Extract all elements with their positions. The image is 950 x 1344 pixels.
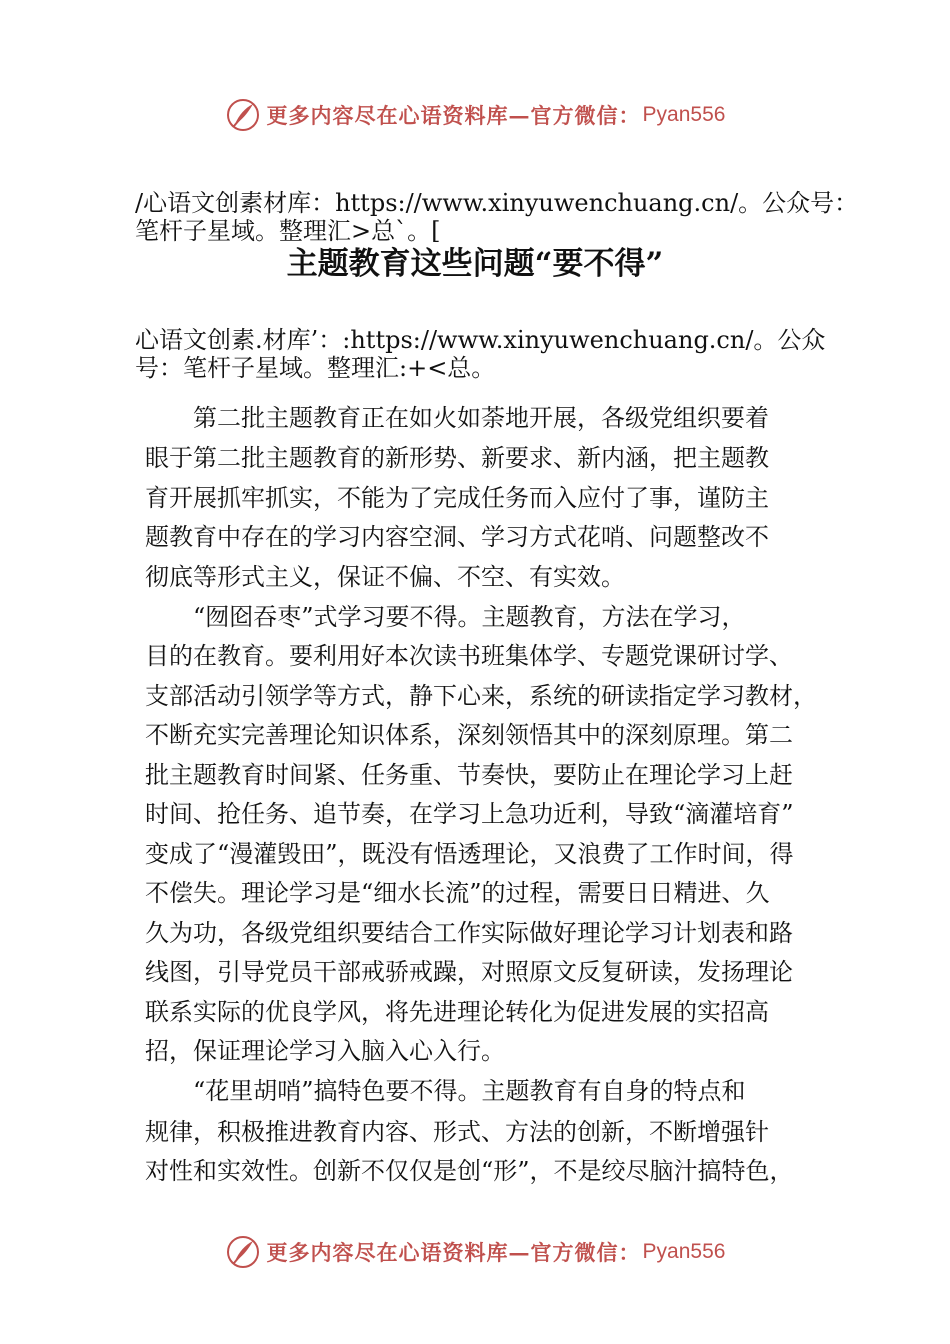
body-line: “囫囵吞枣”式学习要不得。主题教育，方法在学习， xyxy=(145,603,746,631)
quill-logo-icon xyxy=(225,1234,261,1270)
body-line: 对性和实效性。创新不仅仅是创“形”，不是绞尽脑汁搞特色， xyxy=(145,1157,794,1185)
body-line: 线图，引导党员干部戒骄戒躁，对照原文反复研读，发扬理论 xyxy=(145,958,793,986)
body-line: 眼于第二批主题教育的新形势、新要求、新内涵，把主题教 xyxy=(145,444,769,472)
body-line: 彻底等形式主义，保证不偏、不空、有实效。 xyxy=(145,563,625,591)
notice-mid-line-2: 号：笔杆子星域。整理汇:+<总。 xyxy=(135,354,496,382)
banner-text: 更多内容尽在心语资料库—官方微信： xyxy=(266,1240,641,1265)
body-line: 联系实际的优良学风，将先进理论转化为促进发展的实招高 xyxy=(145,998,769,1026)
body-line: 支部活动引领学等方式，静下心来，系统的研读指定学习教材， xyxy=(145,682,817,710)
body-line: 批主题教育时间紧、任务重、节奏快，要防止在理论学习上赶 xyxy=(145,761,793,789)
body-line: 规律，积极推进教育内容、形式、方法的创新，不断增强针 xyxy=(145,1118,769,1146)
body-line: 变成了“漫灌毁田”，既没有悟透理论，又浪费了工作时间，得 xyxy=(145,840,794,868)
body-line: 题教育中存在的学习内容空洞、学习方式花哨、问题整改不 xyxy=(145,523,769,551)
body-line: 第二批主题教育正在如火如荼地开展，各级党组织要着 xyxy=(145,404,769,432)
body-line: 招，保证理论学习入脑入心入行。 xyxy=(145,1037,505,1065)
quill-logo-icon xyxy=(225,97,261,133)
body-line: 育开展抓牢抓实，不能为了完成任务而入应付了事，谨防主 xyxy=(145,484,769,512)
notice-top-line-1: /心语文创素材库：https://www.xinyuwenchuang.cn/。公众号： xyxy=(135,189,859,217)
header-banner xyxy=(0,95,950,135)
body-line: 不断充实完善理论知识体系，深刻领悟其中的深刻原理。第二 xyxy=(145,721,793,749)
body-line: 目的在教育。要利用好本次读书班集体学、专题党课研讨学、 xyxy=(145,642,793,670)
document-title: 主题教育这些问题“要不得” xyxy=(286,246,664,282)
banner-wechat-id: Pyan556 xyxy=(642,103,726,126)
body-line: 不偿失。理论学习是“细水长流”的过程，需要日日精进、久 xyxy=(145,879,770,907)
notice-top-line-2: 笔杆子星域。整理汇>总`。[ xyxy=(135,217,441,245)
notice-mid-line-1: 心语文创素.材库’：:https://www.xinyuwenchuang.cn/。公众 xyxy=(135,326,826,354)
body-line: 时间、抢任务、追节奏，在学习上急功近利，导致“滴灌培育” xyxy=(145,800,794,828)
body-line: “花里胡哨”搞特色要不得。主题教育有自身的特点和 xyxy=(145,1077,746,1105)
banner-wechat-id: Pyan556 xyxy=(642,1240,726,1263)
footer-banner xyxy=(0,1232,950,1272)
body-line: 久为功，各级党组织要结合工作实际做好理论学习计划表和路 xyxy=(145,919,793,947)
banner-text: 更多内容尽在心语资料库—官方微信： xyxy=(266,103,641,128)
